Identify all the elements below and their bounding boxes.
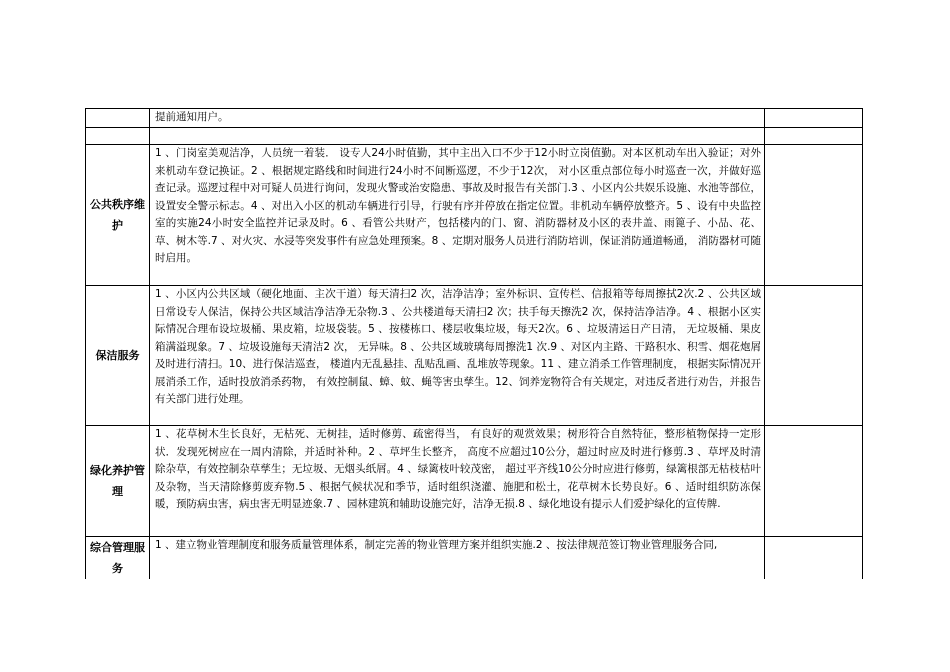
row-content-cleaning: 1 、小区内公共区域（硬化地面、主次干道）每天清扫2 次，洁净洁净；室外标识、宣传栏、信报箱等每周擦拭2次.2 、公共区域日常设专人保洁，保持公共区域洁净洁净无杂物.3 、公共楼道每天清扫2 次；扶手每天擦洗2 次，保持洁净洁净。4 、根据小区实际情况合理布设垃圾桶、果皮箱，垃圾袋装。5 、按楼栋口、楼层收集垃圾，每天2次。6 、垃圾清运日产日清， 无垃圾桶、果皮箱满溢现象。7 、垃圾设施每天清洁2 次， 无异味。8 、公共区域玻璃每周擦洗1 次.9 、对区内主路、干路积水、积雪、烟花炮屑及时进行清扫。10、进行保洁巡查， 楼道内无乱悬挂、乱贴乱画、乱堆放等现象。11 、建立消杀工作管理制度， 根据实际情况开展消杀工作，适时投放消杀药物， 有效控制鼠、蟑、蚊、蝇等害虫孳生。12、饲养宠物符合有关规定，对违反者进行劝告，并报告有关部门进行处理。	[150, 286, 765, 426]
row-content-public-order: 1 、门岗室美观洁净，人员统一着装． 设专人24小时值勤，其中主出入口不少于12小时立岗值勤。对本区机动车出入验证；对外来机动车登记换证。2 、根据规定路线和时间进行24小时不间断巡逻，不少于12次， 对小区重点部位每小时巡查一次，并做好巡查记录。巡逻过程中对可疑人员进行询问，发现火警或治安隐患、事故及时报告有关部门.3 、小区内公共娱乐设施、水池等部位，设置安全警示标志。4 、对出入小区的机动车辆进行引导，行驶有序并停放在指定位置。非机动车辆停放整齐。5 、设有中央监控室的实施24小时安全监控并记录及时。6 、看管公共财产，包括楼内的门、窗、消防器材及小区的表井盖、雨篦子、小品、花、草、树木等.7 、对火灾、水浸等突发事件有应急处理预案。8 、定期对服务人员进行消防培训，保证消防通道畅通， 消防器材可随时启用。	[150, 145, 765, 286]
row-content-greening: 1 、花草树木生长良好，无枯死、无树挂，适时修剪、疏密得当， 有良好的观赏效果；树形符合自然特征，整形植物保持一定形状．发现死树应在一周内清除，并适时补种。2 、草坪生长整齐， 高度不应超过10公分，超过时应及时进行修剪.3 、草坪及时清除杂草，有效控制杂草孳生；无垃圾、无烟头纸屑。4 、绿篱枝叶较茂密， 超过平齐线10公分时应进行修剪，绿篱根部无枯枝枯叶及杂物，当天清除修剪废弃物.5 、根据气候状况和季节，适时组织浇灌、施肥和松土，花草树木长势良好。6 、适时组织防冻保暖，预防病虫害，病虫害无明显迹象.7 、园林建筑和辅助设施完好，洁净无损.8 、绿化地设有提示人们爱护绿化的宣传牌.	[150, 426, 765, 537]
service-standards-table	[85, 108, 863, 579]
remarks-cell	[765, 145, 863, 286]
remarks-cell	[765, 426, 863, 537]
table-row	[86, 286, 863, 426]
row-label	[86, 109, 150, 128]
remarks-cell	[765, 286, 863, 426]
table-row	[86, 537, 863, 580]
row-label	[86, 128, 150, 145]
row-label-public-order: 公共秩序维护	[86, 145, 150, 286]
row-label-cleaning: 保洁服务	[86, 286, 150, 426]
remarks-cell	[765, 109, 863, 128]
row-content: 提前通知用户。	[150, 109, 765, 128]
table-row	[86, 145, 863, 286]
remarks-cell	[765, 537, 863, 580]
remarks-cell	[765, 128, 863, 145]
table-row	[86, 109, 863, 128]
row-content-management: 1 、建立物业管理制度和服务质量管理体系，制定完善的物业管理方案并组织实施.2 、按法律规范签订物业管理服务合同,	[150, 537, 765, 580]
row-content	[150, 128, 765, 145]
row-label-greening: 绿化养护管理	[86, 426, 150, 537]
table-row	[86, 128, 863, 145]
row-label-management: 综合管理服务	[86, 537, 150, 580]
table-row	[86, 426, 863, 537]
